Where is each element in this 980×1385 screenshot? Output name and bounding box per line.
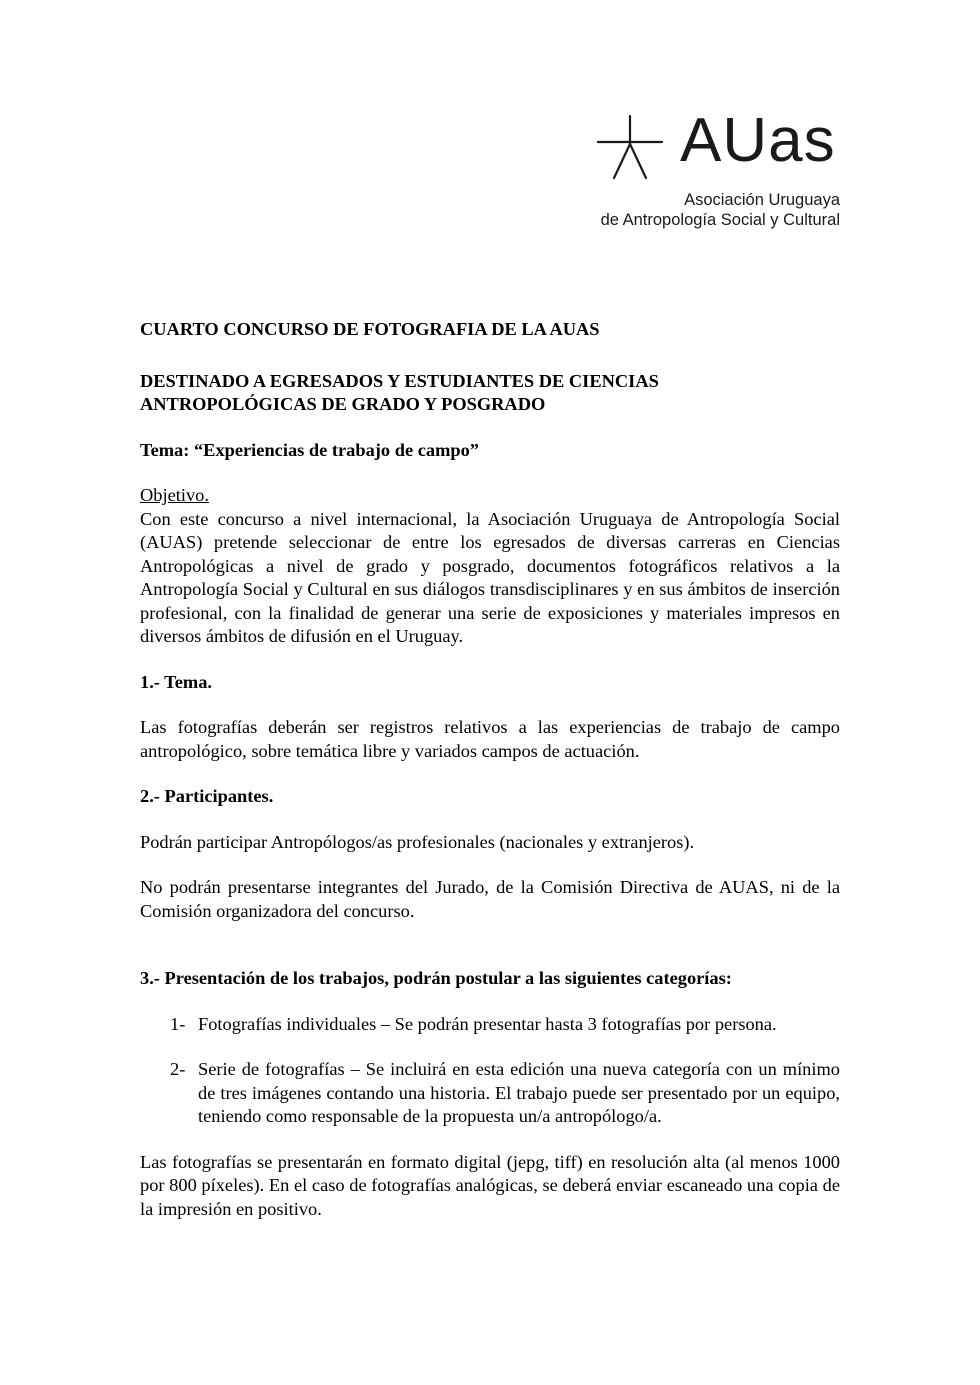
logo-subtitle-line1: Asociación Uruguaya [684,191,840,209]
document-title: CUARTO CONCURSO DE FOTOGRAFIA DE LA AUAS [140,319,600,339]
theme-line: Tema: “Experiencias de trabajo de campo” [140,439,480,460]
section-1-paragraph: Las fotografías deberán ser registros relativos a las experiencias de trabajo de campo antropológico, sobre temática libre y variados campos de actuación. [140,717,840,761]
section-1-heading: 1.- Tema. [140,671,213,692]
auas-logo [596,106,846,232]
logo-wordmark: AUas [680,106,836,175]
list-item [170,1058,840,1129]
section-2-paragraph-1: Podrán participar Antropólogos/as profesionales (nacionales y extranjeros). [140,831,695,852]
document-subtitle-line2: ANTROPOLÓGICAS DE GRADO Y POSGRADO [140,394,546,414]
logo-subtitle [596,190,840,230]
section-2-heading: 2.- Participantes. [140,786,274,806]
objective-heading: Objetivo. [140,485,209,505]
list-item-number: 1- [170,1013,186,1034]
section-3-paragraph: Las fotografías se presentarán en formato digital (jepg, tiff) en resolución alta (al menos 1000 por 800 píxeles). En el caso de fotografías analógicas, se deberá enviar escaneado una copia de la impresión en positivo. [140,1151,840,1219]
list-item-number: 2- [170,1059,186,1079]
human-figure-icon [596,112,668,184]
document-body [140,318,840,1221]
list-item [170,1013,840,1037]
objective-paragraph: Con este concurso a nivel internacional, la Asociación Uruguaya de Antropología Social (AUAS) pretende seleccionar de entre los egresados de diversas carreras en Ciencias Antropológicas a nivel de grado y posgrado, documentos fotográficos relativos a la Antropología Social y Cultural en sus diálogos transdisciplinares y en sus ámbitos de inserción profesional, con la finalidad de generar una serie de exposiciones y materiales impresos en diversos ámbitos de difusión en el Uruguay. [140,508,840,646]
logo-subtitle-line2: de Antropología Social y Cultural [600,211,840,229]
list-item-text: Serie de fotografías – Se incluirá en esta edición una nueva categoría con un mínimo de tres imágenes contando una historia. El trabajo puede ser presentado por un equipo, teniendo como responsable de la propuesta un/a antropólogo/a. [198,1059,840,1126]
document-subtitle-line1: DESTINADO A EGRESADOS Y ESTUDIANTES DE CIENCIAS [140,370,659,391]
list-item-text: Fotografías individuales – Se podrán presentar hasta 3 fotografías por persona. [198,1013,777,1034]
section-2-paragraph-2: No podrán presentarse integrantes del Jurado, de la Comisión Directiva de AUAS, ni de la Comisión organizadora del concurso. [140,877,840,921]
section-3-heading: 3.- Presentación de los trabajos, podrán postular a las siguientes categorías: [140,968,732,988]
